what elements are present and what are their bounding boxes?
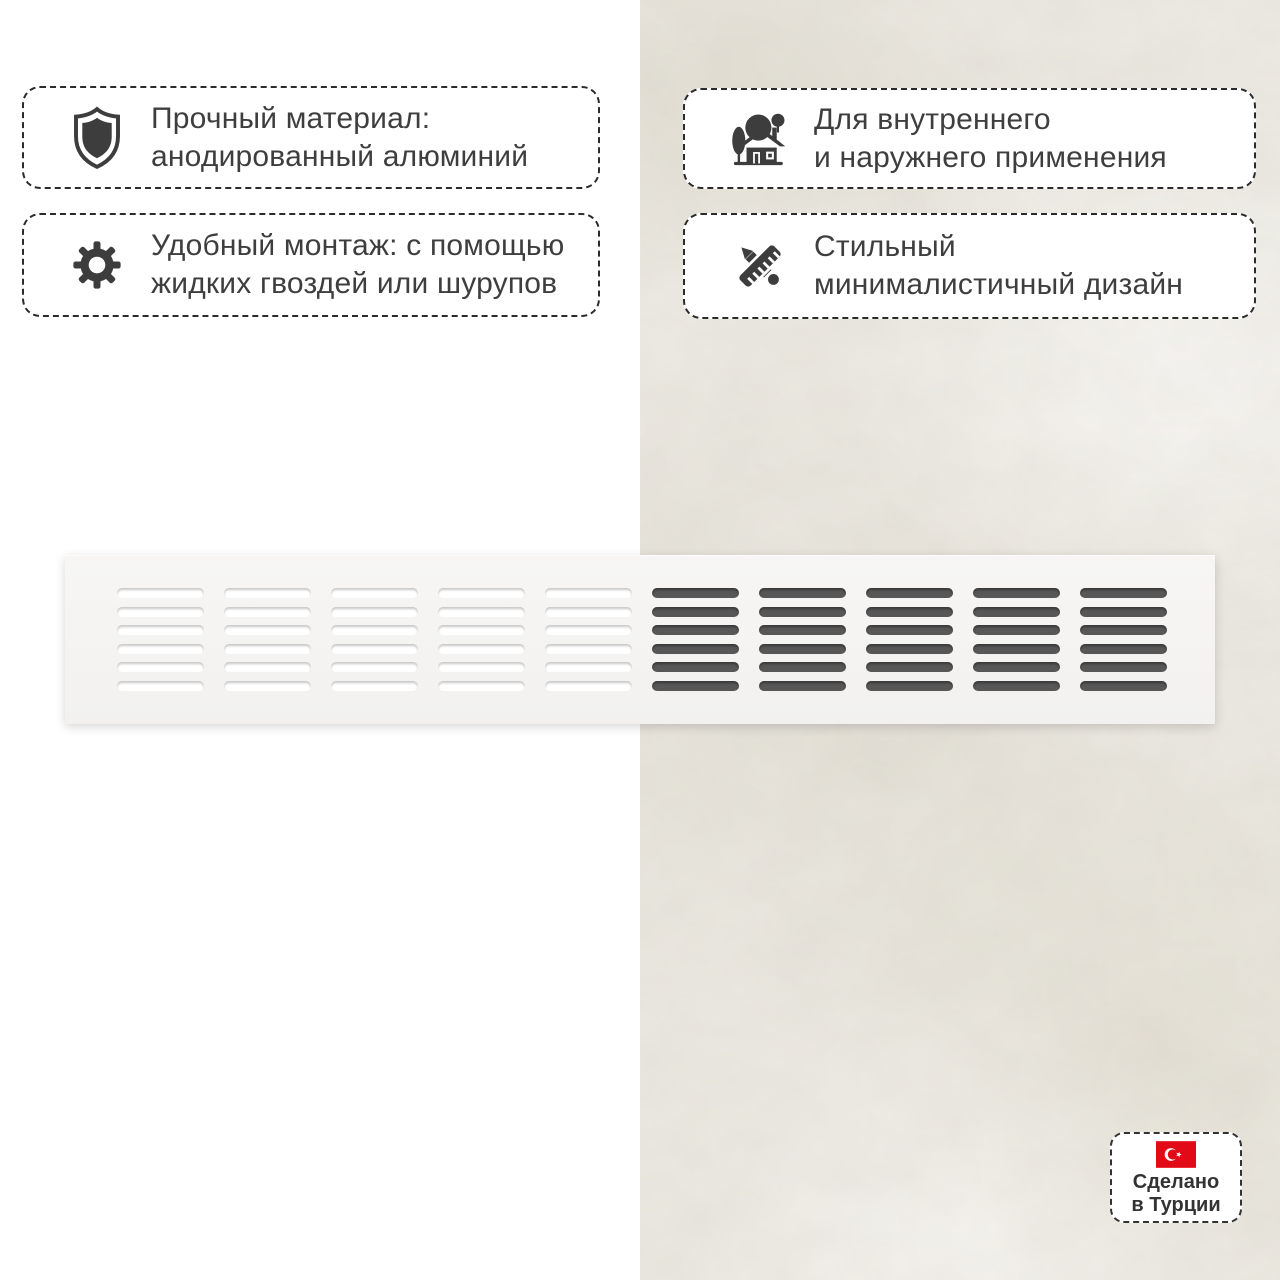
vent-slot-dark <box>759 607 846 617</box>
house-outdoor-icon <box>729 106 791 172</box>
vent-slot-dark <box>1080 681 1167 691</box>
vent-slot-dark <box>759 662 846 672</box>
vent-slot-dark <box>973 644 1060 654</box>
made-in-turkey-label <box>1131 1171 1220 1217</box>
feature-card-design <box>683 213 1256 319</box>
vent-slot-dark <box>759 625 846 635</box>
vent-slot-dark <box>973 588 1060 598</box>
vent-slot-dark <box>1080 662 1167 672</box>
vent-slot-light <box>438 644 525 654</box>
vent-slot-light <box>224 644 311 654</box>
vent-slot-light <box>117 644 204 654</box>
vent-slot-dark <box>973 607 1060 617</box>
feature-line: жидких гвоздей или шурупов <box>151 267 558 300</box>
vent-slot-dark <box>1080 607 1167 617</box>
made-in-turkey-badge <box>1110 1132 1242 1223</box>
vent-slot-dark <box>759 588 846 598</box>
vent-slot-dark <box>866 644 953 654</box>
feature-text-mounting <box>151 227 564 303</box>
slot-group <box>117 588 204 691</box>
feature-card-material <box>22 86 600 189</box>
vent-slot-light <box>545 662 632 672</box>
vent-slot-light <box>438 607 525 617</box>
vent-slot-light <box>438 625 525 635</box>
vent-slot-dark <box>866 662 953 672</box>
slot-group <box>1080 588 1167 691</box>
vent-slot-light <box>117 588 204 598</box>
slot-group <box>331 588 418 691</box>
vent-slot-light <box>545 588 632 598</box>
vent-slot-dark <box>1080 625 1167 635</box>
vent-slot-dark <box>973 662 1060 672</box>
vent-slot-light <box>438 588 525 598</box>
turkey-flag-icon <box>1156 1141 1196 1168</box>
vent-slot-light <box>117 662 204 672</box>
vent-slot-dark <box>652 625 739 635</box>
vent-slot-dark <box>652 662 739 672</box>
feature-line: минималистичный дизайн <box>814 268 1184 301</box>
vent-slot-light <box>224 625 311 635</box>
gear-icon <box>66 237 128 293</box>
vent-slot-dark <box>652 588 739 598</box>
vent-slot-light <box>117 681 204 691</box>
vent-slot-light <box>331 588 418 598</box>
vent-slot-dark <box>652 681 739 691</box>
vent-slot-light <box>331 681 418 691</box>
feature-card-indoor-outdoor <box>683 88 1256 189</box>
vent-slot-light <box>438 681 525 691</box>
feature-text-material <box>151 100 528 176</box>
slot-group <box>224 588 311 691</box>
vent-slot-light <box>545 681 632 691</box>
vent-slot-dark <box>1080 644 1167 654</box>
vent-slot-dark <box>973 681 1060 691</box>
vent-slot-dark <box>973 625 1060 635</box>
slot-group <box>438 588 525 691</box>
feature-text-indoor-outdoor <box>814 101 1167 177</box>
vent-slot-light <box>224 681 311 691</box>
vent-slot-dark <box>759 681 846 691</box>
pencil-ruler-icon <box>729 237 791 295</box>
feature-line: анодированный алюминий <box>151 139 529 173</box>
vent-slot-light <box>224 588 311 598</box>
feature-line: Удобный монтаж: с помощью <box>151 229 565 262</box>
vent-slot-light <box>117 625 204 635</box>
vent-slot-light <box>331 607 418 617</box>
feature-card-mounting <box>22 213 600 317</box>
vent-slot-light <box>545 607 632 617</box>
vent-slot-light <box>438 662 525 672</box>
vent-slot-light <box>331 662 418 672</box>
slot-group <box>866 588 953 691</box>
ventilation-grille <box>65 555 1215 724</box>
badge-line: в Турции <box>1131 1194 1221 1216</box>
feature-text-design <box>814 228 1183 304</box>
vent-slot-dark <box>866 625 953 635</box>
feature-line: Для внутреннего <box>814 102 1051 136</box>
vent-slot-dark <box>866 588 953 598</box>
vent-slot-dark <box>652 644 739 654</box>
vent-slot-light <box>117 607 204 617</box>
badge-line: Сделано <box>1132 1171 1220 1193</box>
vent-slot-light <box>331 644 418 654</box>
vent-slot-light <box>331 625 418 635</box>
slot-group <box>545 588 632 691</box>
vent-slot-light <box>545 644 632 654</box>
vent-slot-dark <box>866 607 953 617</box>
vent-slot-light <box>224 607 311 617</box>
vent-slot-dark <box>866 681 953 691</box>
slot-group <box>973 588 1060 691</box>
vent-slot-light <box>224 662 311 672</box>
feature-line: и наружнего применения <box>814 140 1167 174</box>
shield-icon <box>66 105 128 171</box>
slot-group <box>652 588 739 691</box>
vent-slot-dark <box>1080 588 1167 598</box>
vent-slot-light <box>545 625 632 635</box>
feature-line: Прочный материал: <box>151 101 431 135</box>
vent-slot-dark <box>759 644 846 654</box>
feature-line: Стильный <box>814 230 956 263</box>
slot-group <box>759 588 846 691</box>
vent-slot-dark <box>652 607 739 617</box>
